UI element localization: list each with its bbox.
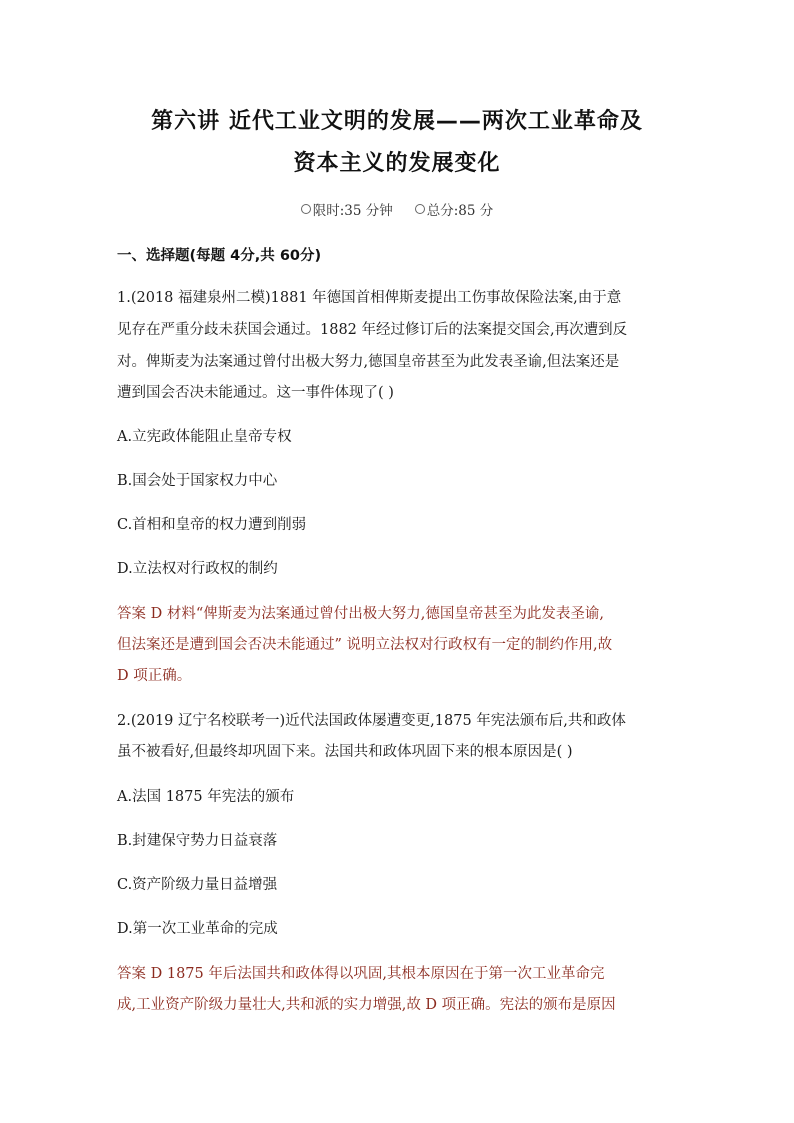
q1-option-d: D.立法权对行政权的制约 (117, 561, 278, 577)
q1-answer-line: D 项正确。 (117, 668, 192, 684)
q1-answer-line: 但法案还是遭到国会否决未能通过” 说明立法权对行政权有一定的制约作用,故 (117, 637, 613, 653)
q1-stem-line: 1.(2018 福建泉州二模)1881 年德国首相俾斯麦提出工伤事故保险法案,由于意 (117, 290, 622, 306)
q1-option-c: C.首相和皇帝的权力遭到削弱 (117, 517, 307, 533)
section-heading: 一、选择题(每题 4分,共 60分) (117, 248, 322, 264)
q2-option-c: C.资产阶级力量日益增强 (117, 877, 278, 893)
q2-answer-line: 成,工业资产阶级力量壮大,共和派的实力增强,故 D 项正确。宪法的颁布是原因 (117, 997, 616, 1013)
check-circle-icon (415, 204, 425, 214)
q1-option-a: A.立宪政体能阻止皇帝专权 (117, 429, 292, 445)
q2-answer-line: 答案 D 1875 年后法国共和政体得以巩固,其根本原因在于第一次工业革命完 (117, 966, 605, 982)
q2-option-b: B.封建保守势力日益衰落 (117, 833, 278, 849)
q2-stem-line: 2.(2019 辽宁名校联考一)近代法国政体屡遭变更,1875 年宪法颁布后,共和政体 (117, 713, 626, 729)
page-title-line-1: 第六讲 近代工业文明的发展——两次工业革命及 (151, 109, 643, 134)
page-title-line-2: 资本主义的发展变化 (293, 151, 501, 176)
total-score: 总分:85 分 (426, 203, 494, 219)
q1-stem-line: 遭到国会否决未能通过。这一事件体现了( ) (117, 385, 394, 401)
q2-option-a: A.法国 1875 年宪法的颁布 (117, 789, 295, 805)
time-limit: 限时:35 分钟 (312, 203, 393, 219)
q1-option-b: B.国会处于国家权力中心 (117, 473, 278, 489)
q1-stem-line: 对。俾斯麦为法案通过曾付出极大努力,德国皇帝甚至为此发表圣谕,但法案还是 (117, 354, 620, 370)
q2-stem-line: 虽不被看好,但最终却巩固下来。法国共和政体巩固下来的根本原因是( ) (117, 744, 573, 760)
clock-icon (301, 204, 311, 214)
exam-meta (0, 199, 794, 219)
q1-stem-line: 见存在严重分歧未获国会通过。1882 年经过修订后的法案提交国会,再次遭到反 (117, 322, 628, 338)
q1-answer-line: 答案 D 材料“俾斯麦为法案通过曾付出极大努力,德国皇帝甚至为此发表圣谕, (117, 606, 604, 622)
q2-option-d: D.第一次工业革命的完成 (117, 921, 278, 937)
